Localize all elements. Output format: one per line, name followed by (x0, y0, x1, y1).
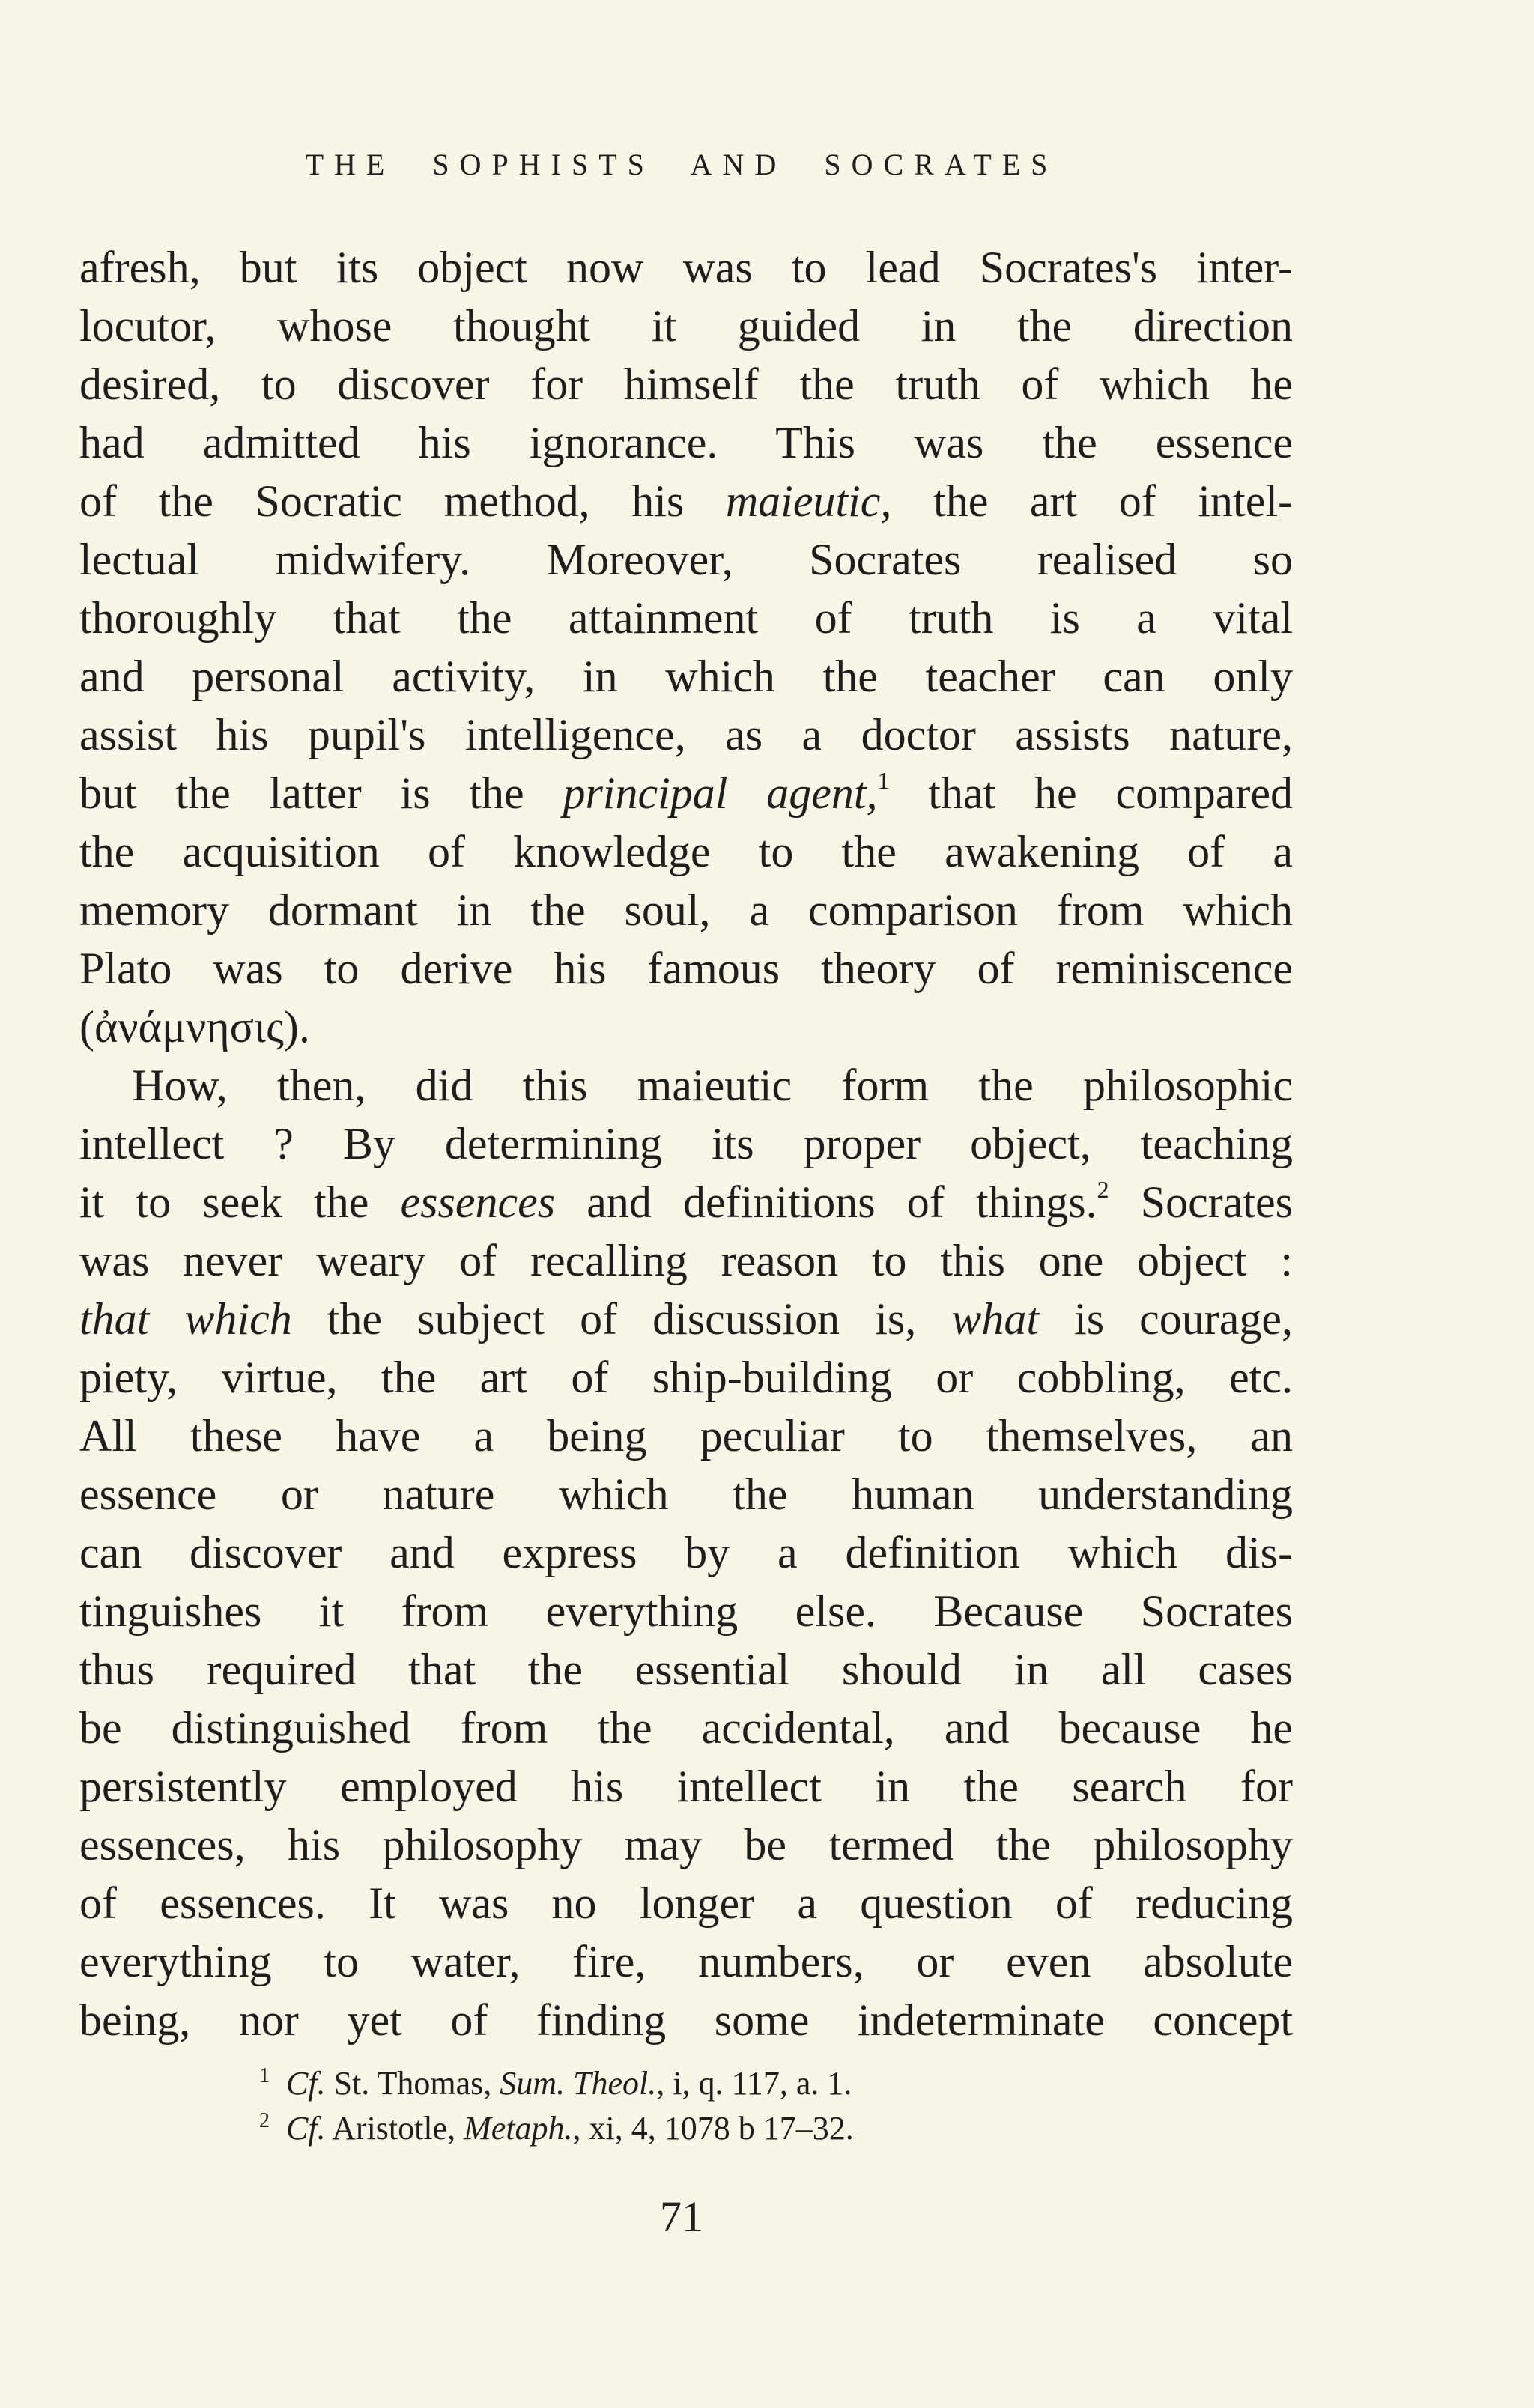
text-run: St. Thomas, (325, 2065, 500, 2102)
text-run: that he compared (889, 768, 1293, 818)
footnote-mark: 2 (259, 2109, 270, 2132)
text-line: piety, virtue, the art of ship-building or cobbling, etc. (79, 1353, 1293, 1402)
text-run: and definitions of things. (555, 1177, 1097, 1227)
text-run: , i, q. 117, a. 1. (656, 2065, 852, 2102)
text-line: persistently employed his intellect in the search for (79, 1762, 1293, 1811)
italic-term: Metaph. (464, 2110, 573, 2147)
footnote-ref: 1 (877, 767, 890, 794)
text-line: lectual midwifery. Moreover, Socrates realised so (79, 535, 1293, 584)
text-line: How, then, did this maieutic form the philosophic (132, 1061, 1293, 1110)
text-line (79, 1290, 1293, 1348)
text-line: assist his pupil's intelligence, as a doctor assists nature, (79, 710, 1293, 759)
text-line: and personal activity, in which the teacher can only (79, 652, 1293, 701)
footnote-ref: 2 (1097, 1176, 1109, 1203)
text-line (79, 472, 1293, 530)
text-line: memory dormant in the soul, a comparison from which (79, 885, 1293, 935)
text-line: thoroughly that the attainment of truth is a vital (79, 593, 1293, 643)
text-line: All these have a being peculiar to themselves, an (79, 1411, 1293, 1461)
text-line: be distinguished from the accidental, and because he (79, 1703, 1293, 1753)
text-line: intellect ? By determining its proper object, teaching (79, 1119, 1293, 1168)
italic-term: Sum. Theol. (500, 2065, 657, 2102)
text-run: Aristotle, (325, 2110, 464, 2147)
text-line: had admitted his ignorance. This was the essence (79, 418, 1293, 467)
text-line: afresh, but its object now was to lead Socrates's inter- (79, 243, 1293, 292)
body-text (79, 238, 1293, 2049)
text-line (79, 764, 1293, 822)
footnote (259, 2106, 1158, 2151)
text-run: , xi, 4, 1078 b 17–32. (572, 2110, 854, 2147)
text-line: of essences. It was no longer a question of reducing (79, 1878, 1293, 1928)
text-run: of the Socratic method, his (79, 476, 726, 526)
footnote-mark: 1 (259, 2064, 270, 2087)
text-run: is courage, (1039, 1294, 1293, 1344)
text-line: (ἀνάμνησις). (79, 1002, 310, 1052)
text-line: thus required that the essential should in all cases (79, 1645, 1293, 1694)
text-run: but the latter is the (79, 768, 563, 818)
italic-term: principal agent, (563, 768, 878, 818)
text-line: locutor, whose thought it guided in the direction (79, 301, 1293, 351)
text-line: Plato was to derive his famous theory of reminiscence (79, 944, 1293, 993)
page-number: 71 (660, 2192, 703, 2241)
italic-term: Cf. (286, 2065, 326, 2102)
italic-term: that which (79, 1294, 292, 1344)
text-line: essences, his philosophy may be termed the philosophy (79, 1820, 1293, 1869)
footnote (259, 2061, 1158, 2106)
text-line: essence or nature which the human understanding (79, 1470, 1293, 1519)
italic-term: maieutic, (725, 476, 892, 526)
running-head: THE SOPHISTS AND SOCRATES (305, 148, 1058, 181)
text-run: the subject of discussion is, (291, 1294, 952, 1344)
footnotes (259, 2061, 1158, 2151)
text-line: tinguishes it from everything else. Because Socrates (79, 1586, 1293, 1636)
italic-term: essences (400, 1177, 556, 1227)
text-line (79, 1173, 1293, 1231)
text-line: desired, to discover for himself the truth of which he (79, 360, 1293, 409)
text-line: was never weary of recalling reason to this one object : (79, 1236, 1293, 1285)
italic-term: Cf. (286, 2110, 326, 2147)
text-line: can discover and express by a definition which dis- (79, 1528, 1293, 1577)
text-line: everything to water, fire, numbers, or even absolute (79, 1937, 1293, 1986)
text-line: being, nor yet of finding some indeterminate concept (79, 1995, 1293, 2045)
text-run: it to seek the (79, 1177, 401, 1227)
text-line: the acquisition of knowledge to the awakening of a (79, 827, 1293, 876)
italic-term: what (951, 1294, 1039, 1344)
text-run: Socrates (1109, 1177, 1293, 1227)
text-run: the art of intel- (891, 476, 1293, 526)
